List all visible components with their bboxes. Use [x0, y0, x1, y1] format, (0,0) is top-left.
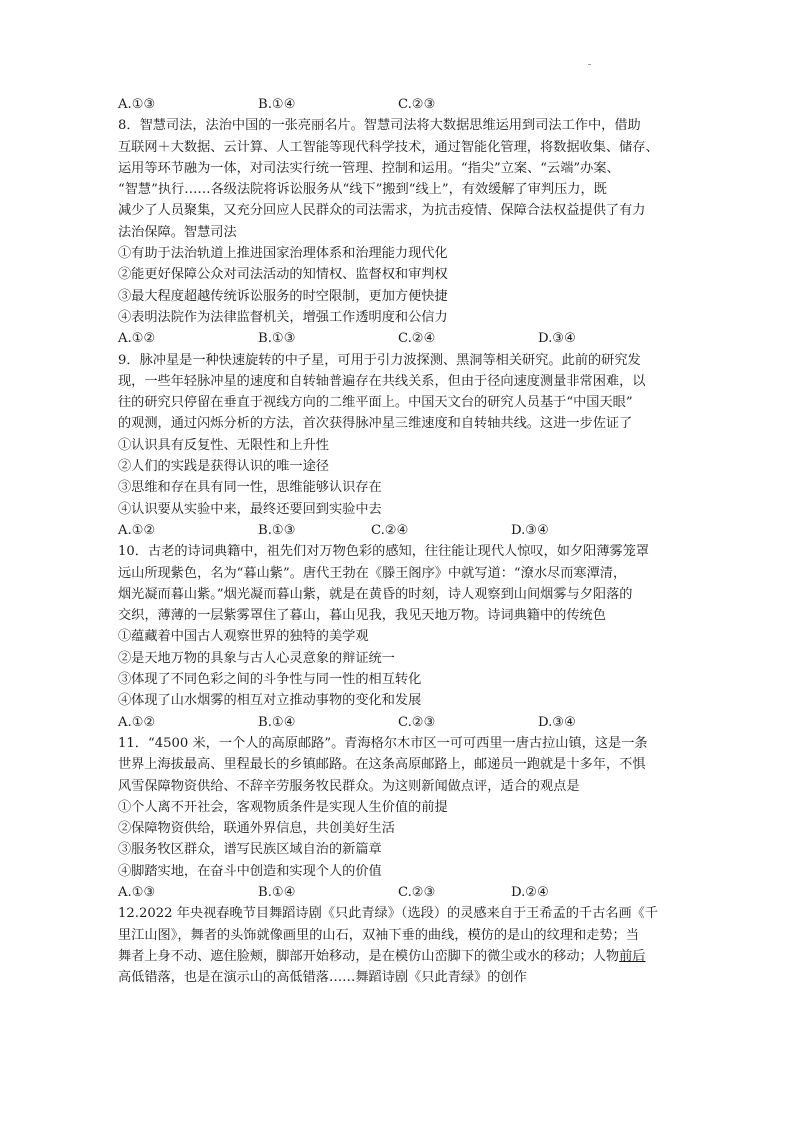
q8-option-b: B.①③: [258, 331, 296, 347]
q11-options: [118, 882, 678, 903]
q11-option-a: A.①③: [118, 884, 156, 900]
q12-stem-line: [118, 946, 678, 967]
q11-stem-line: 11．“4500 米，一个人的高原邮路”。青海格尔木市区一可可西里一唐古拉山镇，这是一条: [118, 735, 648, 751]
q10-option-d: D.③④: [538, 714, 576, 730]
q9-item: ①认识具有反复性、无限性和上升性: [118, 437, 329, 453]
q9-item: ③思维和存在具有同一性，思维能够认识存在: [118, 480, 382, 496]
q11-stem-line: 风雪保障物资供给、不辞辛劳服务牧民群众。为这则新闻做点评，适合的观点是: [118, 778, 580, 794]
q11-stem-line: 世界上海拔最高、里程最长的乡镇邮路。在这条高原邮路上，邮递员一跑就是十多年，不惧: [118, 757, 646, 773]
q8-item: ①有助于法治轨道上推进国家治理体系和治理能力现代化: [118, 246, 448, 262]
q10-stem-line: 10．古老的诗词典籍中，祖先们对万物色彩的感知，往往能让现代人惊叹，如夕阳薄雾笼罩: [118, 544, 650, 560]
q7-option-c: C.②③: [398, 97, 436, 112]
q12-stem-line: 里江山图》，舞者的头饰就像画里的山石，双袖下垂的曲线，模仿的是山的纹理和走势；当: [118, 927, 639, 943]
q11-item: ①个人离不开社会，客观物质条件是实现人生价值的前提: [118, 799, 448, 815]
q11-option-c: C.②③: [398, 884, 436, 900]
q8-options: [118, 328, 678, 349]
q10-item: ②是天地万物的具象与古人心灵意象的辩证统一: [118, 650, 395, 666]
q7-options: [118, 94, 678, 115]
q10-options: [118, 712, 678, 733]
q11-option-b: B.①④: [258, 884, 296, 900]
q8-option-a: A.①②: [118, 331, 156, 347]
q9-option-d: D.③④: [511, 522, 549, 538]
q9-item: ②人们的实践是获得认识的唯一途径: [118, 459, 329, 475]
question-12: [118, 903, 678, 988]
q10-item: ③体现了不同色彩之间的斗争性与同一性的相互转化: [118, 672, 422, 688]
q9-stem-line: 9．脉冲星是一种快速旋转的中子星，可用于引力波探测、黑洞等相关研究。此前的研究发: [118, 352, 641, 368]
q11-option-d: D.②④: [511, 884, 549, 900]
q10-stem-line: 烟光凝而暮山紫。”烟光凝而暮山紫，就是在黄昏的时刻，诗人观察到山间烟雾与夕阳落的: [118, 586, 633, 602]
question-10: [118, 541, 678, 733]
q7-option-a: A.①③: [118, 97, 156, 112]
q12-stem-line: 12.2022 年央视春晚节目舞蹈诗剧《只此青绿》（选段）的灵感来自于王希孟的千古名画《千: [118, 906, 659, 922]
question-9: [118, 350, 678, 542]
q7-option-b: B.①④: [258, 97, 296, 112]
q9-options: [118, 520, 678, 541]
q9-option-a: A.①②: [118, 522, 156, 538]
scan-mark: [588, 64, 591, 65]
q10-stem-line: 交织，薄薄的一层紫雾罩住了暮山，暮山见我，我见天地万物。诗词典籍中的传统色: [118, 608, 606, 624]
q10-item: ①蕴藏着中国古人观察世界的独特的美学观: [118, 629, 369, 645]
q9-stem-line: 往的研究只停留在垂直于视线方向的二维平面上。中国天文台的研究人员基于“中国天眼”: [118, 395, 633, 411]
q8-item: ④表明法院作为法律监督机关，增强工作透明度和公信力: [118, 309, 448, 325]
q9-stem-line: 现，一些年轻脉冲星的速度和自转轴普遍存在共线关系，但由于径向速度测量非常困难，以: [118, 373, 646, 389]
q8-stem-line: 互联网＋大数据、云计算、人工智能等现代科学技术，通过智能化管理，将数据收集、储存、: [118, 139, 659, 155]
q11-item: ②保障物资供给，联通外界信息，共创美好生活: [118, 821, 395, 837]
question-11: [118, 733, 678, 903]
q10-option-c: C.②③: [398, 714, 436, 730]
q9-option-b: B.①③: [258, 522, 296, 538]
q11-item: ④脚踏实地，在奋斗中创造和实现个人的价值: [118, 863, 382, 879]
q8-item: ③最大程度超越传统诉讼服务的时空限制，更加方便快捷: [118, 288, 448, 304]
exam-page: [118, 94, 678, 988]
question-8: [118, 115, 678, 349]
q9-stem-line: 的观测，通过闪烁分析的方法，首次获得脉冲星三维速度和自转轴共线。这进一步佐证了: [118, 416, 633, 432]
q12-stem-text: 舞者上身不动、遮住脸颊，脚部开始移动，是在模仿山峦脚下的微尘或水的移动；人物: [118, 948, 620, 964]
q11-item: ③服务牧区群众，谱写民族区域自治的新篇章: [118, 842, 382, 858]
q12-underlined-text: 前后: [619, 948, 646, 964]
q8-stem-line: 减少了人员聚集，又充分回应人民群众的司法需求，为抗击疫情、保障合法权益提供了有力: [118, 203, 646, 219]
q10-option-b: B.①④: [258, 714, 296, 730]
q8-stem-line: “智慧”执行……各级法院将诉讼服务从“线下”搬到“线上”，有效缓解了审判压力，既: [118, 182, 607, 198]
q8-stem-line: 法治保障。智慧司法: [118, 224, 237, 240]
q8-stem-line: 8．智慧司法，法治中国的一张亮丽名片。智慧司法将大数据思维运用到司法工作中，借助: [118, 118, 641, 134]
q9-item: ④认识要从实验中来，最终还要回到实验中去: [118, 501, 382, 517]
q9-option-c: C.②④: [371, 522, 409, 538]
q8-stem-line: 运用等环节融为一体，对司法实行统一管理、控制和运用。“指尖”立案、“云端”办案、: [118, 160, 620, 176]
q10-stem-line: 远山所现紫色，名为“暮山紫”。唐代王勃在《滕王阁序》中就写道：“潦水尽而寒潭清，: [118, 565, 627, 581]
q8-item: ②能更好保障公众对司法活动的知情权、监督权和审判权: [118, 267, 448, 283]
q10-option-a: A.①②: [118, 714, 156, 730]
q8-option-d: D.③④: [538, 331, 576, 347]
q12-stem-line: 高低错落，也是在演示山的高低错落……舞蹈诗剧《只此青绿》的创作: [118, 970, 527, 986]
q8-option-c: C.②④: [398, 331, 436, 347]
q10-item: ④体现了山水烟雾的相互对立推动事物的变化和发展: [118, 693, 422, 709]
